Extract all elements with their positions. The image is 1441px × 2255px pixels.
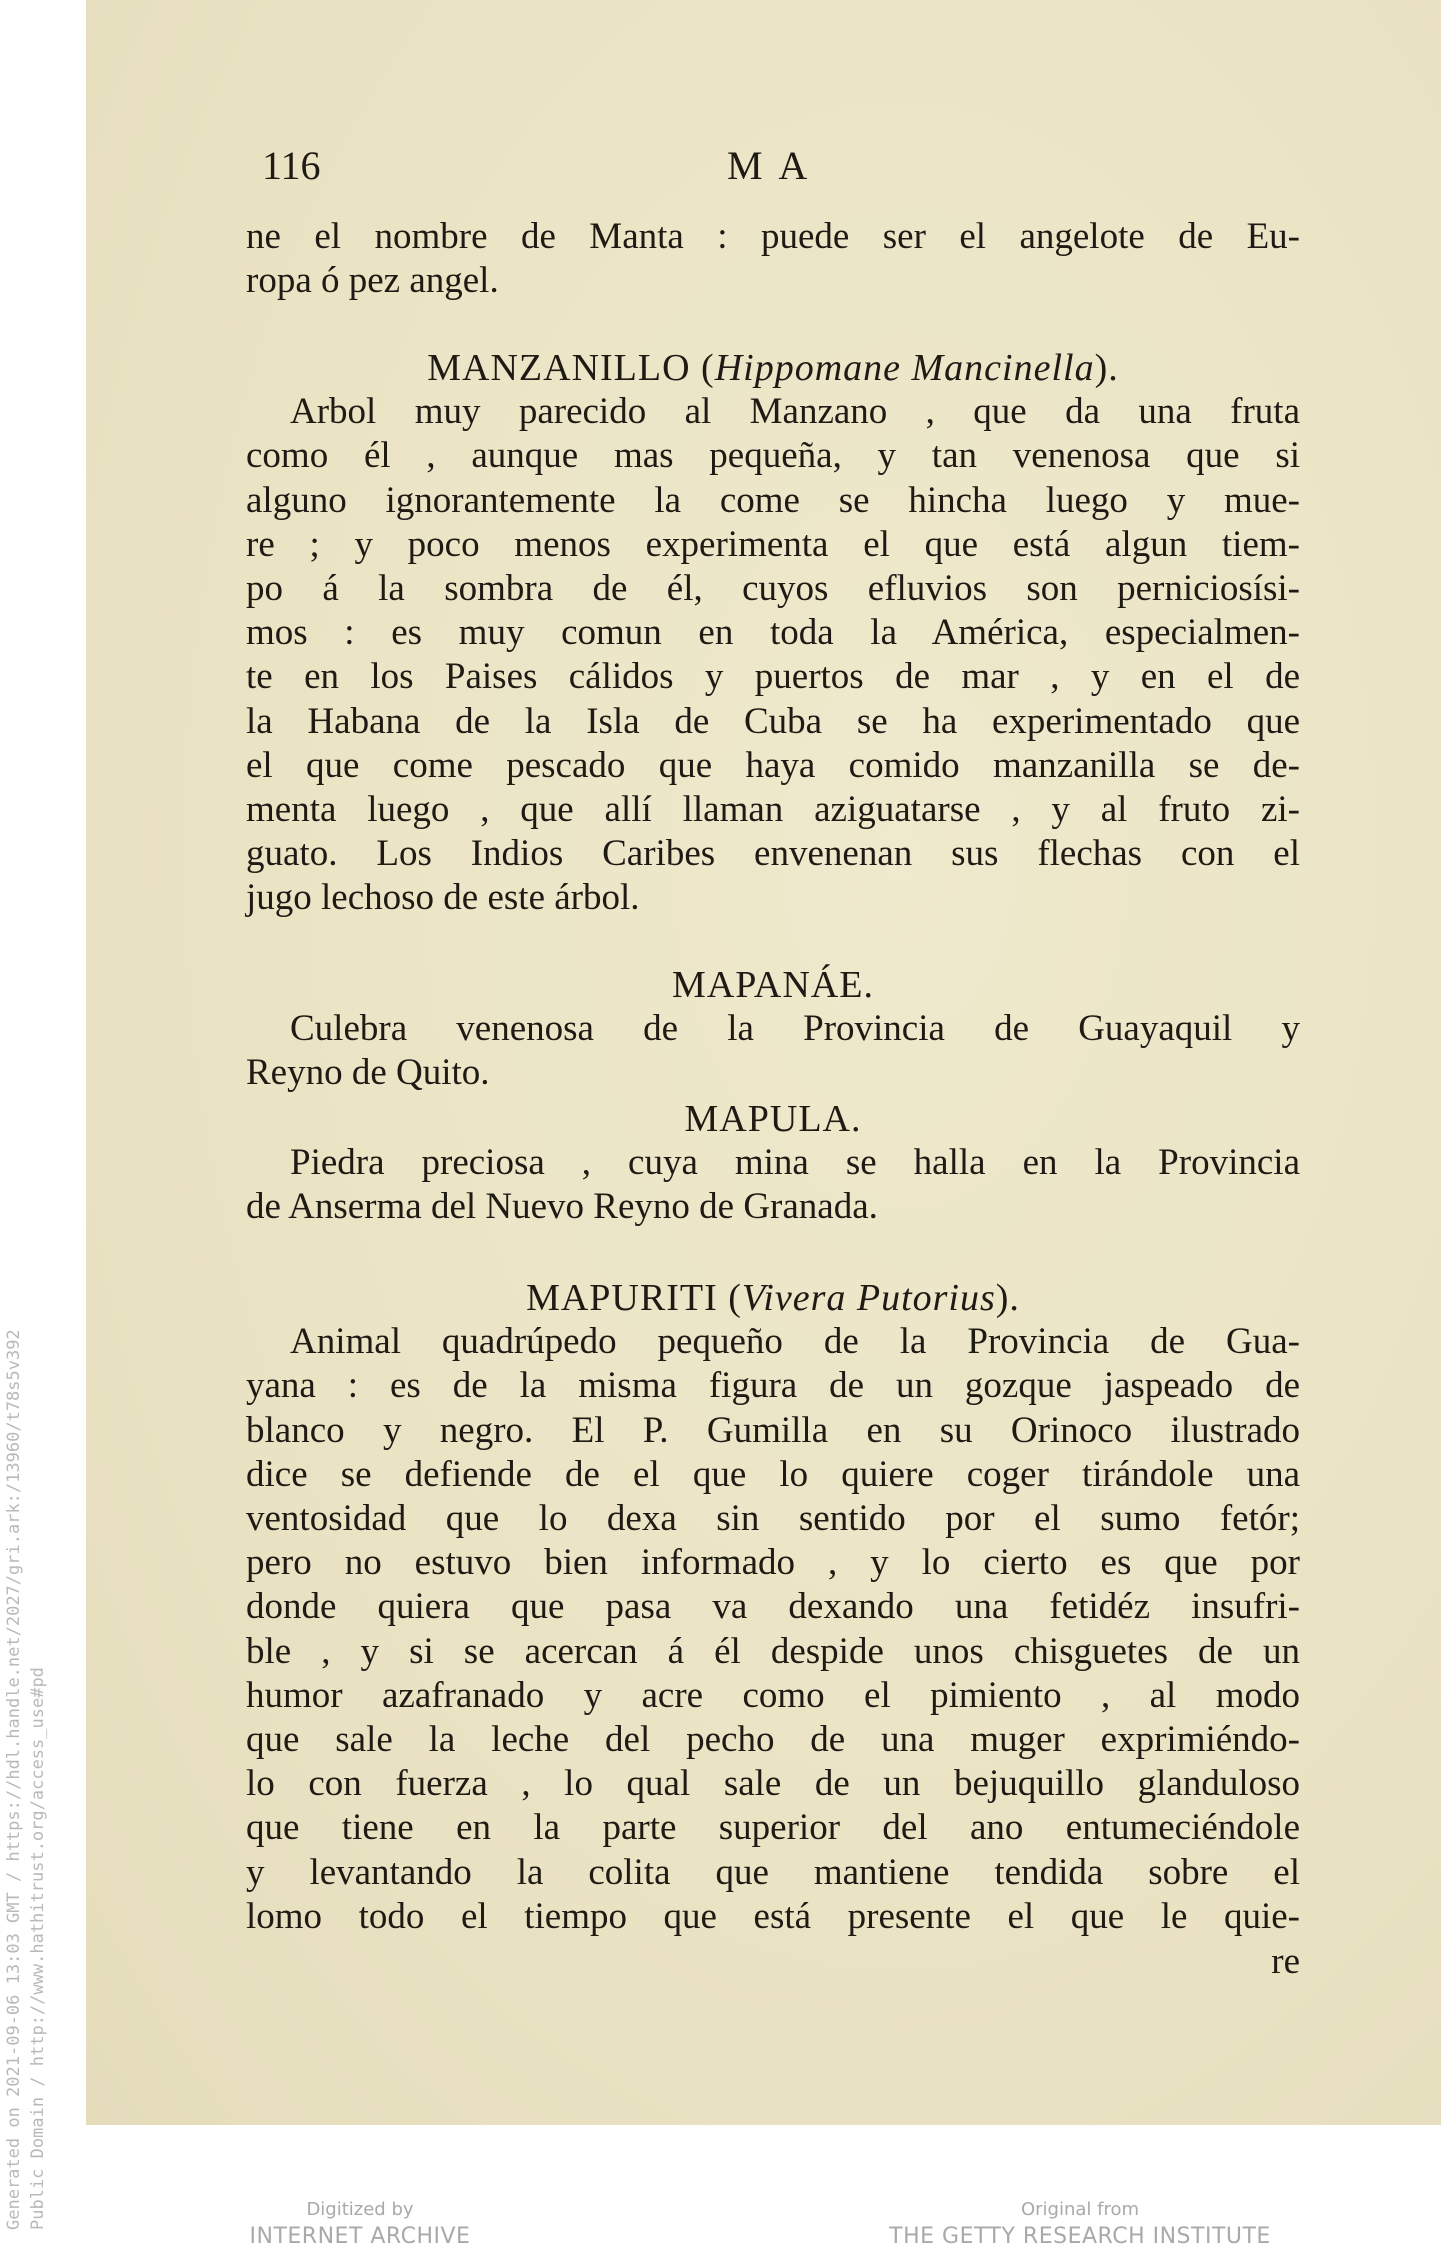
text-line: donde quiera que pasa va dexando una fetidéz insufri- — [246, 1586, 1300, 1628]
text-line: lo con fuerza , lo qual sale de un bejuquillo glanduloso — [246, 1763, 1300, 1805]
text-line: guato. Los Indios Caribes envenenan sus flechas con el — [246, 833, 1300, 875]
text-line: ventosidad que lo dexa sin sentido por el sumo fetór; — [246, 1498, 1300, 1540]
footer-source: THE GETTY RESEARCH INSTITUTE — [889, 2224, 1271, 2249]
footer-original-from — [850, 2198, 1310, 2252]
scientific-name: Hippomane Mancinella — [714, 347, 1095, 389]
text-line: Piedra preciosa , cuya mina se halla en la Provincia — [290, 1142, 1300, 1184]
text-line: re ; y poco menos experimenta el que está algun tiem- — [246, 523, 1300, 565]
entry-mapula — [246, 1097, 1300, 1230]
footer-source: INTERNET ARCHIVE — [249, 2224, 471, 2249]
entry-manzanillo — [246, 346, 1300, 921]
text-line: como él , aunque mas pequeña, y tan venenosa que si — [246, 435, 1300, 477]
text-line: Culebra venenosa de la Provincia de Guayaquil y — [290, 1008, 1300, 1050]
text-line: jugo lechoso de este árbol. — [246, 877, 640, 919]
text-line: lomo todo el tiempo que está presente el que le quie- — [246, 1895, 1300, 1937]
text-line: y levantando la colita que mantiene tendida sobre el — [246, 1851, 1300, 1893]
text-line: te en los Paises cálidos y puertos de mar , y en el de — [246, 656, 1300, 698]
entry-continuation — [246, 215, 1300, 303]
footer-digitized-by — [210, 2198, 510, 2252]
text-line: mos : es muy comun en toda la América, especialmen- — [246, 612, 1300, 654]
text-line: que tiene en la parte superior del ano entumeciéndole — [246, 1807, 1300, 1849]
text-line: la Habana de la Isla de Cuba se ha experimentado que — [246, 700, 1300, 742]
text-line: el que come pescado que haya comido manzanilla se de- — [246, 744, 1300, 786]
section-letters: M A — [727, 143, 812, 188]
page-number: 116 — [262, 143, 321, 188]
entry-mapuriti — [246, 1276, 1300, 1939]
footer-caption: Original from — [1020, 2199, 1140, 2220]
text-line: pero no estuvo bien informado , y lo cierto es que por — [246, 1542, 1300, 1584]
text-line: yana : es de la misma figura de un gozque jaspeado de — [246, 1365, 1300, 1407]
entry-heading: MAPANÁE. — [672, 964, 874, 1006]
text-line: ble , y si se acercan á él despide unos chisguetes de un — [246, 1630, 1300, 1672]
catchword: re — [1271, 1941, 1300, 1982]
heading-term: MANZANILLO — [427, 347, 691, 389]
text-line: humor azafranado y acre como el pimiento , al modo — [246, 1674, 1300, 1716]
entry-heading: MAPURITI (Vivera Putorius). — [526, 1277, 1020, 1319]
text-line: po á la sombra de él, cuyos efluvios son perniciosísi- — [246, 568, 1300, 610]
watermark-line: Generated on 2021-09-06 13:03 GMT / https://hdl.handle.net/2027/gri.ark:/13960/t78s5v392 — [4, 1329, 24, 2230]
footer-caption: Digitized by — [306, 2199, 414, 2220]
running-head — [262, 142, 1082, 192]
text-line: dice se defiende de el que lo quiere coger tirándole una — [246, 1453, 1300, 1495]
heading-term: MAPURITI — [526, 1277, 718, 1319]
text-line: alguno ignorantemente la come se hincha luego y mue- — [246, 479, 1300, 521]
scientific-name: Vivera Putorius — [741, 1277, 996, 1319]
text-line: menta luego , que allí llaman aziguatarse , y al fruto zi- — [246, 789, 1300, 831]
text-line: ne el nombre de Manta : puede ser el angelote de Eu- — [246, 216, 1300, 257]
entry-heading: MAPULA. — [684, 1098, 862, 1140]
entry-heading: MANZANILLO (Hippomane Mancinella). — [427, 347, 1119, 389]
text-line: que sale la leche del pecho de una muger exprimiéndo- — [246, 1719, 1300, 1761]
text-line: ropa ó pez angel. — [246, 260, 499, 302]
watermark-line: Public Domain / http://www.hathitrust.org/access_use#pd — [28, 1667, 48, 2230]
text-line: Animal quadrúpedo pequeño de la Provincia de Gua- — [290, 1321, 1300, 1363]
text-line: Reyno de Quito. — [246, 1052, 490, 1094]
text-line: de Anserma del Nuevo Reyno de Granada. — [246, 1186, 878, 1228]
entry-mapanae — [246, 963, 1300, 1096]
text-line: Arbol muy parecido al Manzano , que da una fruta — [290, 391, 1300, 433]
text-line: blanco y negro. El P. Gumilla en su Orinoco ilustrado — [246, 1409, 1300, 1451]
hathitrust-watermark — [2, 1050, 50, 2230]
